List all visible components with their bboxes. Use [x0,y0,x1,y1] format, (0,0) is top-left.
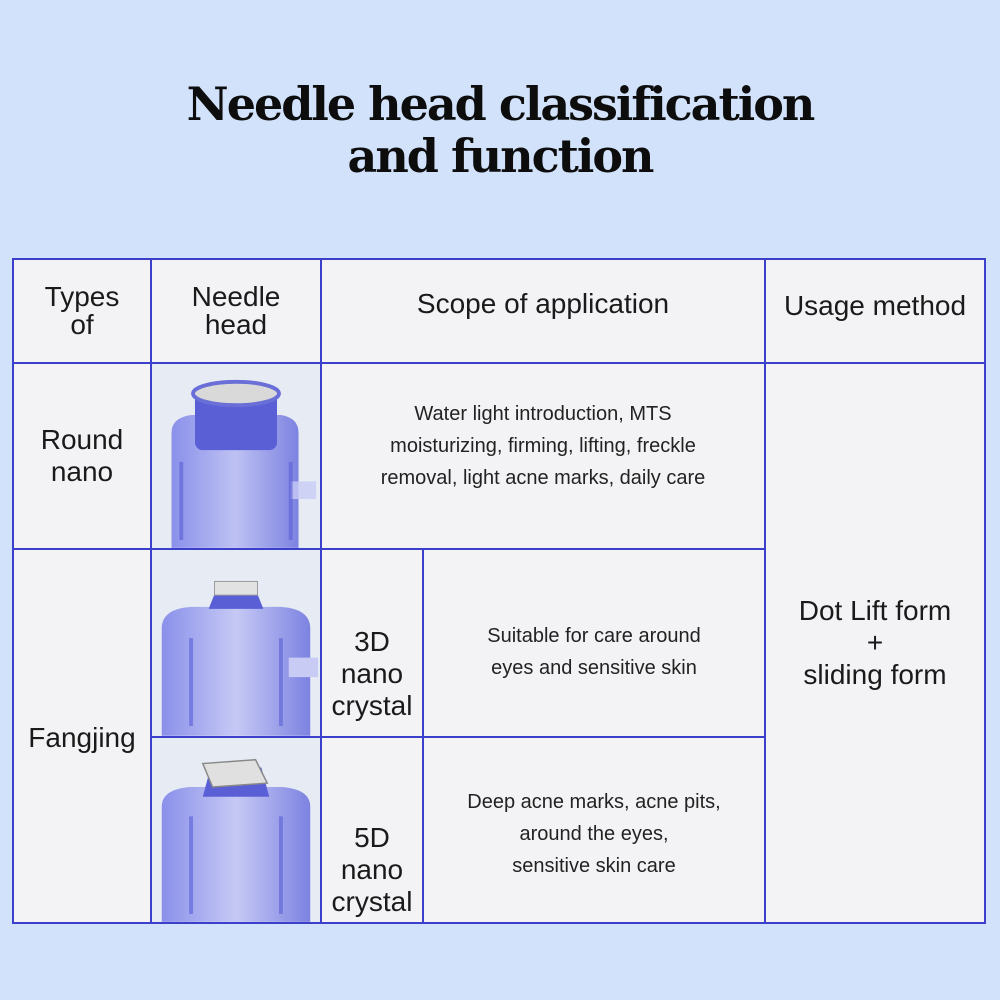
header-needle-line-1: Needle [191,281,281,312]
scope-3d-nano-crystal [422,548,766,738]
3d-name-line-2: nano [340,658,404,689]
5d-name-line-2: nano [340,854,404,885]
scope-3d-line-1: Suitable for care around [487,625,701,647]
usage-method [764,362,986,924]
usage-line-1: Dot Lift form [798,595,952,626]
scope-5d-line-3: sensitive skin care [512,855,676,877]
scope-3d-line-2: eyes and sensitive skin [491,657,697,679]
header-types-line-1: Types [44,281,120,312]
5d-name-line-3: crystal [331,886,413,917]
type-round-nano [12,362,152,550]
usage-line-3: sliding form [803,659,947,690]
5d-name-line-1: 5D [354,822,390,853]
scope-round-line-2: moisturizing, firming, lifting, freckle [390,435,696,457]
3d-nano-crystal-image [150,548,322,738]
header-scope [320,258,766,364]
3d-nano-crystal-cartridge-icon [152,550,320,736]
scope-round-line-3: removal, light acne marks, daily care [380,467,706,489]
scope-round-nano [320,362,766,550]
header-usage [764,258,986,364]
5d-nano-crystal-cartridge-icon [152,738,320,922]
type-fangjing-text: Fangjing [28,722,136,753]
5d-nano-crystal-image [150,736,322,924]
header-scope-text: Scope of application [416,288,670,319]
3d-nano-crystal-name [320,548,424,738]
round-nano-needle-image [150,362,322,550]
3d-name-line-1: 3D [354,626,390,657]
header-types-line-2: of [70,309,94,340]
title-line-1: Needle head classification [186,77,814,131]
type-fangjing [12,548,152,924]
scope-5d-nano-crystal [422,736,766,924]
usage-line-2: + [866,627,884,658]
header-needle-head [150,258,322,364]
5d-nano-crystal-name [320,736,424,924]
header-types [12,258,152,364]
3d-name-line-3: crystal [331,690,413,721]
header-needle-line-2: head [204,309,268,340]
header-usage-text: Usage method [783,290,967,321]
scope-5d-line-1: Deep acne marks, acne pits, [467,791,721,813]
scope-round-line-1: Water light introduction, MTS [414,403,672,425]
round-nano-needle-cartridge-icon [152,364,320,548]
type-round-line-2: nano [50,456,114,487]
scope-5d-line-2: around the eyes, [519,823,669,845]
title-line-2: and function [347,129,653,183]
type-round-line-1: Round [40,424,124,455]
